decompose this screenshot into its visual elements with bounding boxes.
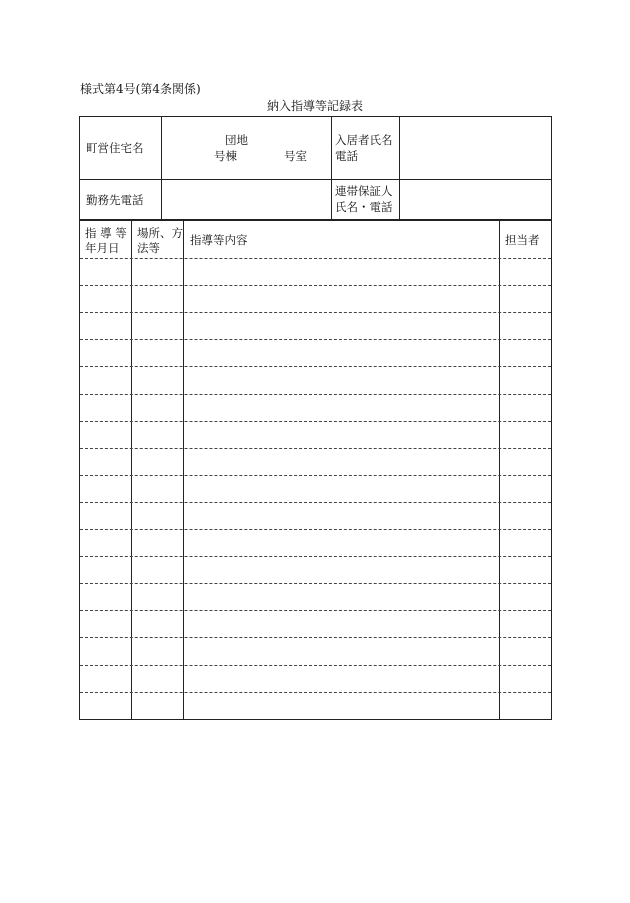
danchi-label: 団地 [225, 133, 248, 147]
workplace-field[interactable] [163, 181, 330, 218]
table-row[interactable] [80, 557, 551, 583]
tenant-field[interactable] [401, 118, 551, 178]
form-number: 様式第4号(第4条関係) [80, 82, 201, 96]
table-row[interactable] [80, 638, 551, 665]
gouto-label: 号棟 [214, 149, 237, 163]
table-row[interactable] [80, 476, 551, 502]
content-header: 指導等内容 [190, 233, 248, 247]
residence-field[interactable] [163, 118, 330, 178]
table-row[interactable] [80, 666, 551, 692]
table-row[interactable] [80, 286, 551, 312]
table-row[interactable] [80, 340, 551, 366]
guarantor-name-phone-label: 氏名・電話 [335, 200, 393, 214]
info-divider-v2 [331, 117, 332, 219]
table-row[interactable] [80, 259, 551, 285]
date-header: 指 導 等 [85, 226, 127, 240]
place-header: 場所、方 [137, 226, 183, 240]
residence-label: 町営住宅名 [86, 141, 144, 155]
table-row[interactable] [80, 503, 551, 529]
info-divider-horizontal [80, 179, 551, 180]
workplace-label: 勤務先電話 [86, 193, 144, 207]
table-row[interactable] [80, 584, 551, 610]
tenant-phone-label: 電話 [335, 149, 358, 163]
goushitsu-label: 号室 [284, 149, 307, 163]
records-table [79, 220, 552, 720]
guarantor-label: 連帯保証人 [335, 184, 393, 198]
table-row[interactable] [80, 449, 551, 475]
table-row[interactable] [80, 530, 551, 556]
tenant-label: 入居者氏名 [335, 133, 393, 147]
info-divider-v1 [161, 117, 162, 219]
info-divider-v3 [399, 117, 400, 219]
guarantor-field[interactable] [401, 181, 551, 218]
place-header-line2: 法等 [137, 241, 160, 255]
form-title: 納入指導等記録表 [266, 99, 363, 113]
table-row[interactable] [80, 611, 551, 637]
info-section [79, 116, 552, 220]
table-row[interactable] [80, 367, 551, 394]
table-row[interactable] [80, 693, 551, 719]
staff-header: 担当者 [505, 233, 540, 247]
table-row[interactable] [80, 313, 551, 339]
table-row[interactable] [80, 422, 551, 448]
table-row[interactable] [80, 395, 551, 421]
date-header-line2: 年月日 [85, 241, 120, 255]
